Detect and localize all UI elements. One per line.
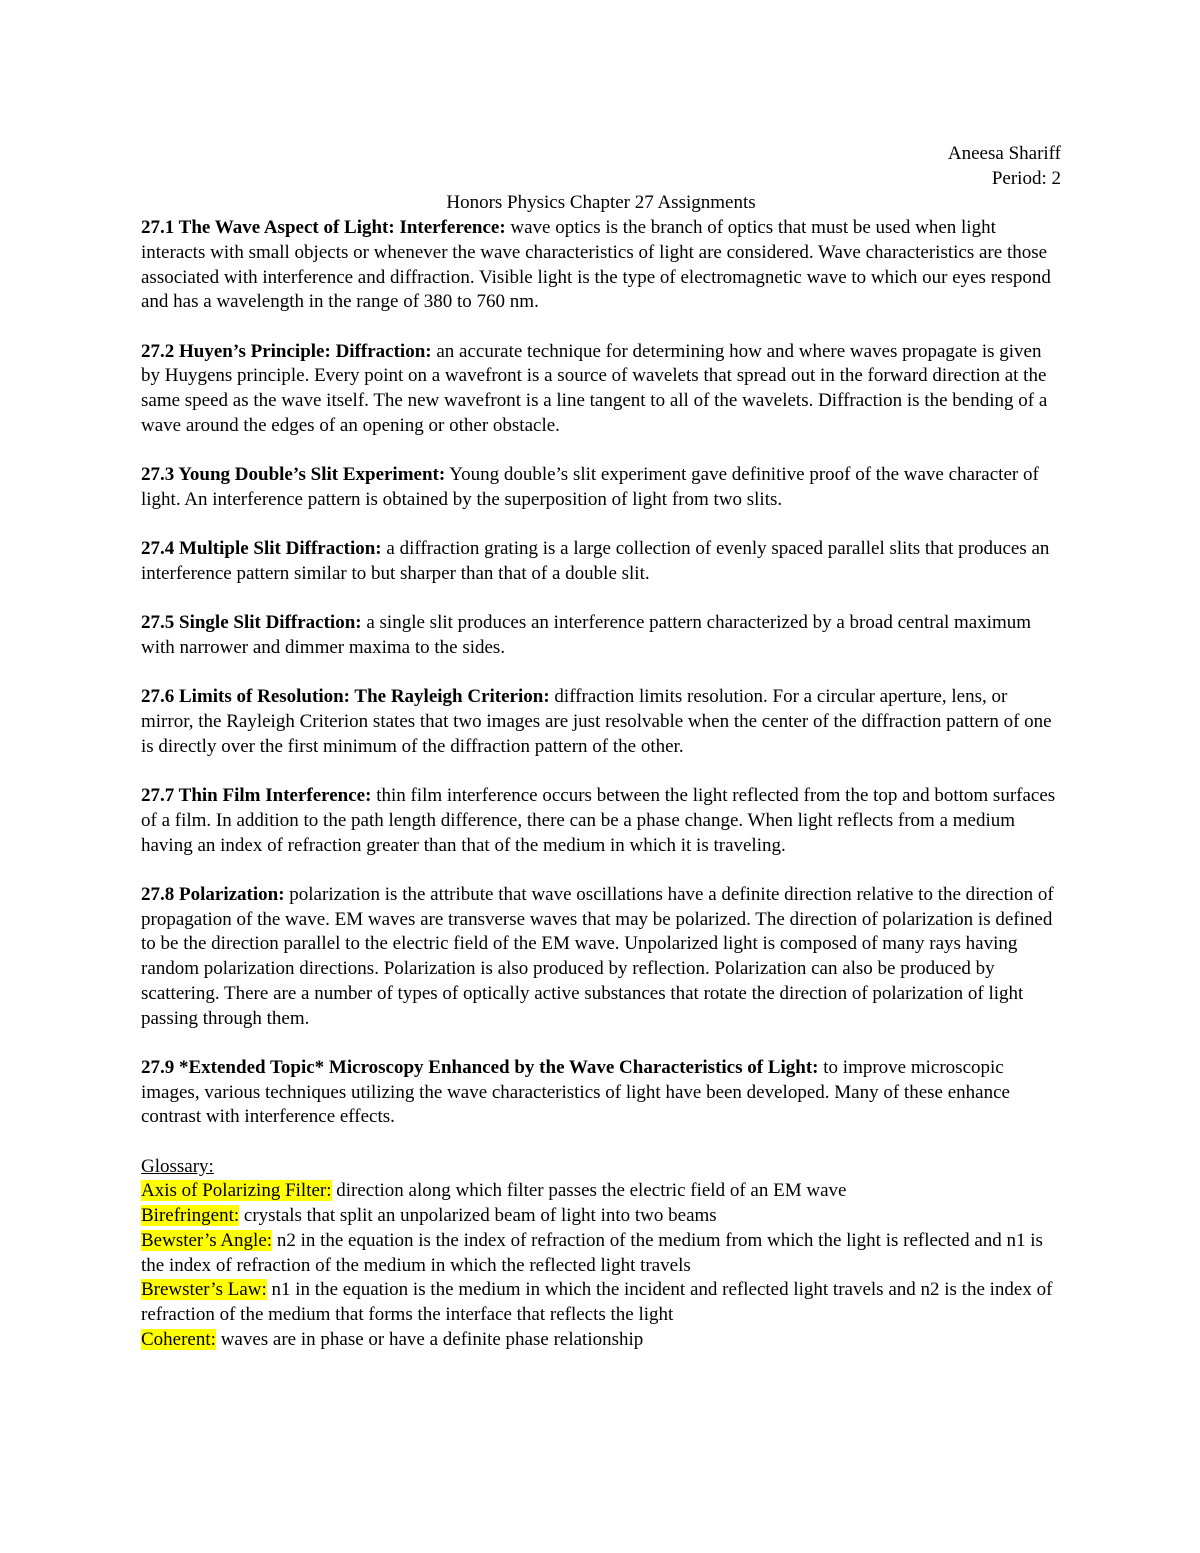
section-27-9 bbox=[141, 1056, 1061, 1130]
author-name: Aneesa Shariff bbox=[947, 143, 1061, 164]
glossary-definition: direction along which filter passes the electric field of an EM wave bbox=[331, 1180, 847, 1202]
glossary-term: Bewster’s Angle: bbox=[141, 1229, 273, 1251]
section-text: wave optics is the branch of optics that must be used when light interacts with small objects or whenever the wave characteristics of light are considered. Wave characteristics are those associated with interference and diffraction. Visible light is the type of electromagnetic wave to which our eyes respond and has a wavelength in the range of 380 to 760 nm. bbox=[141, 217, 1051, 313]
glossary-term: Axis of Polarizing Filter: bbox=[141, 1180, 332, 1202]
glossary-definition: n1 in the equation is the medium in which the incident and reflected light travels and n2 is the index of refraction of the medium that forms the interface that reflects the light bbox=[141, 1279, 1053, 1325]
glossary-term: Birefringent: bbox=[141, 1205, 240, 1227]
glossary-term: Brewster’s Law: bbox=[141, 1279, 267, 1301]
section-text: polarization is the attribute that wave oscillations have a definite direction relative to the direction of propagation of the wave. EM waves are transverse waves that may be polarized. The direction of polarization is defined to be the direction parallel to the electric field of the EM wave. Unpolarized light is composed of many rays having random polarization directions. Polarization is also produced by reflection. Polarization can also be produced by scattering. There are a number of types of optically active substances that rotate the direction of polarization of light passing through them. bbox=[141, 883, 1054, 1029]
document-body bbox=[141, 142, 1061, 1352]
section-text: to improve microscopic images, various techniques utilizing the wave characteristics of light have been developed. Many of these enhance contrast with interference effects. bbox=[141, 1056, 1010, 1128]
section-27-2 bbox=[141, 340, 1061, 439]
glossary-definition: n2 in the equation is the index of refraction of the medium from which the light is reflected and n1 is the index of refraction of the medium in which the reflected light travels bbox=[141, 1229, 1043, 1276]
section-text: Young double’s slit experiment gave definitive proof of the wave character of light. An interference pattern is obtained by the superposition of light from two slits. bbox=[141, 464, 1039, 510]
glossary-entry bbox=[141, 1328, 1061, 1353]
section-heading: 27.1 The Wave Aspect of Light: Interference: bbox=[141, 217, 506, 239]
section-27-7 bbox=[141, 784, 1061, 858]
glossary-entry bbox=[141, 1179, 1061, 1204]
glossary-definition: waves are in phase or have a definite phase relationship bbox=[215, 1328, 644, 1350]
section-text: thin film interference occurs between the light reflected from the top and bottom surfaces of a film. In addition to the path length difference, there can be a phase change. When light reflects from a medium having an index of refraction greater than that of the medium in which it is traveling. bbox=[141, 785, 1056, 856]
section-text: diffraction limits resolution. For a circular aperture, lens, or mirror, the Rayleigh Criterion states that two images are just resolvable when the center of the diffraction pattern of one is directly over the first minimum of the diffraction pattern of the other. bbox=[141, 686, 1052, 757]
section-text: a diffraction grating is a large collection of evenly spaced parallel slits that produces an interference pattern similar to but sharper than that of a double slit. bbox=[141, 538, 1050, 584]
glossary bbox=[141, 1155, 1061, 1353]
section-27-4 bbox=[141, 537, 1061, 586]
glossary-title: Glossary: bbox=[141, 1155, 214, 1177]
section-heading: 27.2 Huyen’s Principle: Diffraction: bbox=[141, 340, 432, 362]
document-title: Honors Physics Chapter 27 Assignments bbox=[446, 192, 756, 214]
section-heading: 27.8 Polarization: bbox=[141, 883, 285, 905]
section-heading: 27.5 Single Slit Diffraction: bbox=[141, 612, 362, 634]
section-text: a single slit produces an interference pattern characterized by a broad central maximum with narrower and dimmer maxima to the sides. bbox=[141, 612, 1032, 658]
section-heading: 27.6 Limits of Resolution: The Rayleigh Criterion: bbox=[141, 686, 550, 708]
section-heading: 27.9 *Extended Topic* Microscopy Enhanced by the Wave Characteristics of Light: bbox=[141, 1056, 819, 1078]
glossary-entry bbox=[141, 1278, 1061, 1327]
section-27-6 bbox=[141, 685, 1061, 759]
section-heading: 27.7 Thin Film Interference: bbox=[141, 785, 372, 807]
class-period: Period: 2 bbox=[991, 167, 1061, 189]
glossary-definition: crystals that split an unpolarized beam of light into two beams bbox=[239, 1205, 717, 1227]
section-heading: 27.4 Multiple Slit Diffraction: bbox=[141, 538, 382, 560]
section-heading: 27.3 Young Double’s Slit Experiment: bbox=[141, 464, 446, 486]
section-text: an accurate technique for determining how and where waves propagate is given by Huygens principle. Every point on a wavefront is a source of wavelets that spread out in the forward direction at the same speed as the wave itself. The new wavefront is a line tangent to all of the wavelets. Diffraction is the bending of a wave around the edges of an opening or other obstacle. bbox=[141, 340, 1048, 436]
glossary-entry bbox=[141, 1204, 1061, 1229]
section-27-3 bbox=[141, 463, 1061, 512]
glossary-entry bbox=[141, 1229, 1061, 1278]
section-27-8 bbox=[141, 883, 1061, 1031]
section-27-1 bbox=[141, 216, 1061, 315]
section-27-5 bbox=[141, 611, 1061, 660]
glossary-term: Coherent: bbox=[141, 1328, 216, 1350]
